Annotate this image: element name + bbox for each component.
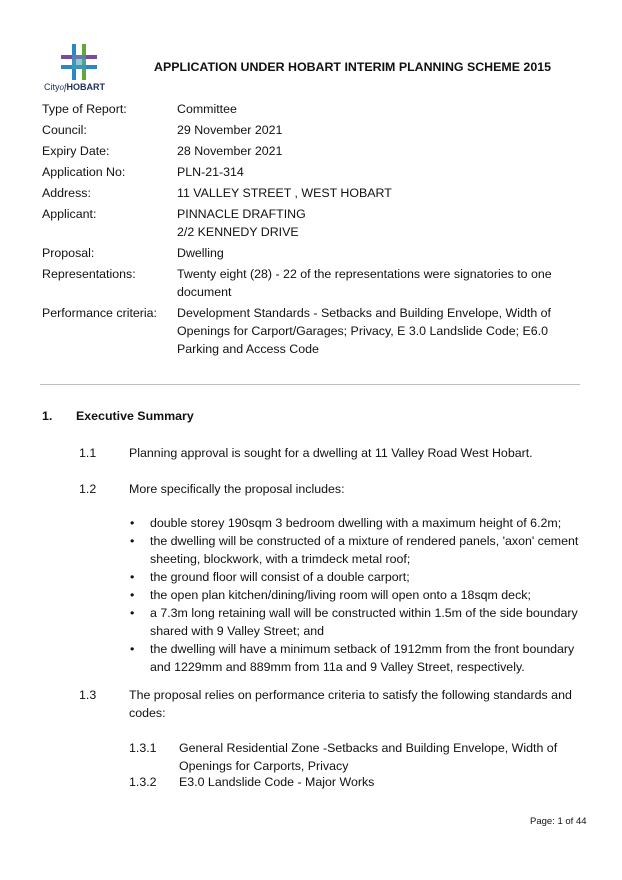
- bullet-icon: •: [130, 606, 135, 620]
- report-details: [42, 100, 582, 361]
- detail-label: Type of Report:: [42, 102, 127, 116]
- detail-value: 29 November 2021: [177, 123, 283, 137]
- detail-label: Application No:: [42, 165, 126, 179]
- bullet-icon: •: [130, 588, 135, 602]
- list-item: [128, 586, 583, 604]
- list-item: [128, 640, 583, 676]
- applicant-name: PINNACLE DRAFTING: [177, 207, 306, 221]
- detail-value: PLN-21-314: [177, 165, 244, 179]
- detail-label: Representations:: [42, 267, 136, 281]
- list-item-text: the open plan kitchen/dining/living room will open onto a 18sqm deck;: [150, 588, 531, 602]
- bullet-icon: •: [130, 570, 135, 584]
- detail-row-type: [42, 100, 582, 118]
- paragraph-number: 1.3: [79, 688, 97, 702]
- subitem-text: General Residential Zone -Setbacks and Building Envelope, Width of Openings for Carports, Privacy: [179, 741, 558, 773]
- subitem-1-3-2: [129, 773, 584, 791]
- section-title: Executive Summary: [76, 409, 194, 423]
- list-item-text: the dwelling will have a minimum setback of 1912mm from the front boundary and 1229mm and 889mm from 11a and 9 Valley Street, respectively.: [150, 642, 575, 674]
- detail-value: Development Standards - Setbacks and Building Envelope, Width of Openings for Carport/Garages; Privacy, E 3.0 Landslide Code; E6.0 Parking and Access Code: [177, 306, 552, 356]
- detail-row-expiry: [42, 142, 582, 160]
- section-number: 1.: [42, 409, 53, 423]
- list-item-text: the dwelling will be constructed of a mixture of rendered panels, 'axon' cement sheeting, blockwork, with a trimdeck metal roof;: [150, 534, 579, 566]
- detail-label: Applicant:: [42, 207, 97, 221]
- page-number: Page: 1 of 44: [530, 816, 587, 827]
- list-item: [128, 604, 583, 640]
- detail-row-applicant: [42, 205, 582, 241]
- detail-value: Twenty eight (28) - 22 of the representations were signatories to one document: [177, 267, 552, 299]
- subitem-text: E3.0 Landslide Code - Major Works: [179, 775, 375, 789]
- detail-row-address: [42, 184, 582, 202]
- list-item-text: a 7.3m long retaining wall will be constructed within 1.5m of the side boundary shared with 9 Valley Street; and: [150, 606, 578, 638]
- list-item-text: double storey 190sqm 3 bedroom dwelling with a maximum height of 6.2m;: [150, 516, 562, 530]
- detail-value: Dwelling: [177, 246, 224, 260]
- city-of-hobart-logo: [40, 44, 130, 96]
- subitem-1-3-1: [129, 739, 584, 775]
- hobart-logo-mark-icon: [61, 44, 97, 80]
- paragraph-text: More specifically the proposal includes:: [129, 482, 345, 496]
- detail-row-proposal: [42, 244, 582, 262]
- list-item-text: the ground floor will consist of a double carport;: [150, 570, 410, 584]
- detail-label: Performance criteria:: [42, 306, 157, 320]
- subitem-number: 1.3.2: [129, 775, 157, 789]
- paragraph-1-1: [79, 444, 584, 462]
- section-divider: [40, 384, 580, 385]
- detail-value: Committee: [177, 102, 237, 116]
- bullet-icon: •: [130, 534, 135, 548]
- proposal-bullet-list: [128, 514, 583, 676]
- detail-row-council: [42, 121, 582, 139]
- detail-value: [177, 205, 582, 241]
- page-title: APPLICATION UNDER HOBART INTERIM PLANNING SCHEME 2015: [154, 60, 551, 74]
- list-item: [128, 532, 583, 568]
- detail-value: 28 November 2021: [177, 144, 283, 158]
- detail-value: 11 VALLEY STREET , WEST HOBART: [177, 186, 392, 200]
- detail-label: Expiry Date:: [42, 144, 110, 158]
- detail-label: Council:: [42, 123, 87, 137]
- paragraph-number: 1.1: [79, 446, 97, 460]
- detail-row-representations: [42, 265, 582, 301]
- list-item: [128, 568, 583, 586]
- logo-wordmark: CityofHOBART: [44, 82, 106, 92]
- paragraph-number: 1.2: [79, 482, 97, 496]
- detail-row-performance-criteria: [42, 304, 582, 358]
- applicant-address: 2/2 KENNEDY DRIVE: [177, 225, 299, 239]
- bullet-icon: •: [130, 642, 135, 656]
- paragraph-text: The proposal relies on performance criteria to satisfy the following standards and codes:: [129, 688, 572, 720]
- subitem-number: 1.3.1: [129, 741, 157, 755]
- detail-row-application-no: [42, 163, 582, 181]
- paragraph-1-3: [79, 686, 584, 722]
- paragraph-text: Planning approval is sought for a dwelling at 11 Valley Road West Hobart.: [129, 446, 533, 460]
- detail-label: Proposal:: [42, 246, 95, 260]
- detail-label: Address:: [42, 186, 91, 200]
- bullet-icon: •: [130, 516, 135, 530]
- list-item: [128, 514, 583, 532]
- section-heading: [42, 409, 194, 423]
- paragraph-1-2: [79, 480, 584, 498]
